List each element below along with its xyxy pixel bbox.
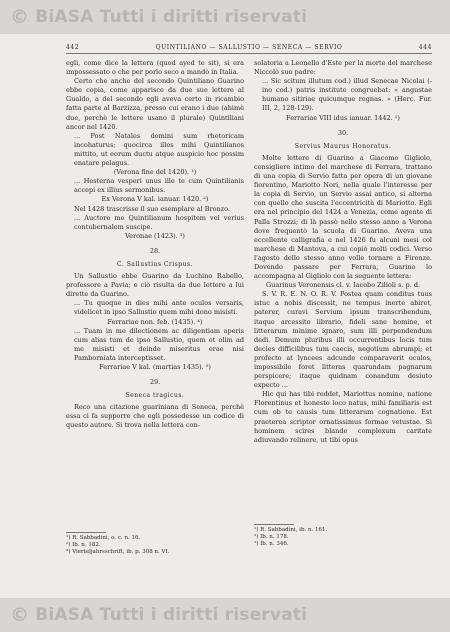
footnote: ²) Ib. n. 182. — [66, 542, 101, 548]
footnote-rule — [66, 532, 106, 533]
paragraph: Ferrariae VIII idus ianuar. 1442. ¹) — [286, 113, 400, 122]
paragraph: Ferrariae non. feb. (1435). ⁴) — [107, 317, 203, 326]
paragraph: solatoria a Leonello d'Este per la morte del marchese Niccolò suo padre: — [254, 59, 432, 77]
paragraph: ... Hesterna vesperi unus ille te cum Quintilianis accepi ex illius sermonibus. — [74, 177, 244, 195]
copyright-icon: © — [10, 604, 30, 626]
paragraph: ... Auctore me Quintilianum hospitem vel verius contubernalem suscipe. — [74, 213, 244, 231]
footnote: ³) Vierteljahrsschrift, ib. p. 308 n. VI. — [66, 549, 170, 555]
footnote: ¹) Ib. n. 346. — [254, 541, 289, 547]
right-footnotes — [254, 524, 432, 548]
paragraph: 29. — [149, 378, 161, 387]
paragraph: ... Post Natales domini sum rhetoricam incohaturus; quocirca illos mihi Quintilianos mittito, ut eorum ductu atque auspicio hoc possim enatare pelagus. — [74, 131, 244, 168]
paragraph: Certo che anche del secondo Quintiliano Guarino ebbe copia, come apparisce da due sue lettere al Gualdo, a del secondo egli aveva certo in ricambio fatta parte al Barzizza, presso cui erano i due (ahimè due, perchè le lettere usano il plurale) Quintiliani ancor nel 1420. — [66, 77, 244, 131]
footnote: ¹) R. Sabbadini, o. c. n. 16. — [66, 535, 141, 541]
paragraph: Ferrariae V kal. (martias 1435). ⁵) — [99, 363, 211, 371]
paragraph: 28. — [149, 246, 161, 255]
paragraph: C. Sallustius Crispus. — [117, 260, 193, 268]
left-footnotes — [66, 532, 244, 556]
paragraph: Seneca tragicus. — [125, 392, 185, 400]
paragraph: ... Tu quoque in dies mihi ante oculos versaris, videlicet in ipso Sallustio quem mihi dono misisti. — [74, 299, 244, 317]
paragraph: egli, come dice la lettera (quod ayed te sit), si era impossessato o che per porlo seco a mandò in Italia. — [66, 59, 244, 77]
paragraph: Servius Maurus Honoratus. — [294, 142, 392, 150]
footnote-rule — [254, 524, 294, 525]
paragraph: ... Sic scitum illutum cod.) illud Senecae Nicolai (-ino cod.) patris institute congruebat: « angustae humano sitiriae quicumque regnas. » (Herc. Fur. III, 2, 128-129). — [262, 77, 432, 113]
footnote: ¹) R. Sabbadini, ib. n. 161. — [254, 527, 328, 533]
paragraph: Ex Verona V kal. ianuar. 1420. ²) — [101, 195, 209, 204]
paragraph: Reco una citazione guariniana di Seneca, perchè essa ci fa supporre che egli possedesse un codice di questo autore. Si trova nella lettera con- — [66, 403, 244, 430]
page-number-right: 444 — [418, 44, 432, 51]
paragraph: Nel 1428 trascrisse il suo esemplare al Bronzo. — [74, 204, 230, 213]
watermark-banner-bottom — [0, 598, 450, 632]
header-rule — [66, 53, 432, 54]
paragraph: Hic qui has tibi reddet, Mariottus nomine, natione Florentinus et honesto loco natus, mihi familiaris est cum ob te causis tum litterarum cognatione. Est praeterea scriptor ornatissimus formae vetustae. Si hominem scires blande complexum caritate adiuvando relinere, ut tibi opus — [254, 390, 432, 444]
paragraph: Molte lettere di Guarino a Giacomo Gigliolo, consigliere intimo del marchese di Ferrara, trattano di una copia di Servio fatta per opera di un giovane fiorentino, Mariotto Nori, nella quale l'interesse per la copia di Servio, un Servio assai antico, si alterna con quello che suscita l'eccentricità di Mariotto. Egli era nel principio del 1424 a Venezia, come agente di Palla Strozzi; di là passò nello stesso anno a Verona dove frequentò la scuola di Guarino. Aveva una eccellente calligrafia e nel 1426 fu alcuni mesi col marchese di Mantova, a cui copiò molti codici. Verso l'agosto dello stesso anno volle tornare a Firenze. Dovendo passare per Ferrara, Guarino lo accompagna al Gigliolo con la seguente lettera: — [254, 153, 432, 281]
watermark-text: BiASA Tutti i diritti riservati — [35, 7, 308, 27]
paragraph: 30. — [337, 128, 349, 137]
paragraph: (Verona fine del 1420). ¹) — [113, 168, 197, 177]
paragraph: Guarinus Veronensis cl. v. Iacobo Zilioli s. p. d. — [265, 281, 421, 290]
watermark-text: BiASA Tutti i diritti riservati — [35, 605, 308, 625]
book-page — [66, 44, 432, 596]
footnote: ²) Ib. n. 178. — [254, 534, 289, 540]
paragraph: S. V. R. E. N. O. R. V. Postea quam conditus tuus istuc a nobis discessit, ne tempus inerte abiret, paterer, curavi Servium ipsum transcribendum, itaque arcessito librario, fideli sane homine, et litterarum minime ignaro, sum illi perpendendum dedi. Demum pluribus illi occurrentibus locis tum decies difficilibus tum caecis, negotium abrumpi; et profecto at lyncees adcunde comparaverit oculos, impossibile foret litteras quarundam pagnarum perspicere; itaque quidnam conandum desiuto expecto ... — [254, 290, 432, 390]
page-number-left: 442 — [66, 44, 80, 51]
left-column — [66, 59, 244, 431]
right-column — [254, 59, 432, 445]
paragraph: Un Sallustio ebbe Guarino da Luchino Rabello, professore a Pavia; e ciò risulta da due lettere a lui dirette da Guarino. — [66, 272, 244, 299]
copyright-icon: © — [10, 6, 30, 28]
watermark-banner-top — [0, 0, 450, 34]
paragraph: ... Tuam in me dilectionem ac diligentiam aperis cum alias tum de ipso Sallustio, quem et olim ad me misisti et deinde miseritus erae nisi Pamborniata interceptisset. — [74, 326, 244, 362]
running-title: QUINTILIANO — SALLUSTIO — SENECA — SERVIO — [155, 44, 343, 51]
paragraph: Veronae (1423). ³) — [125, 231, 185, 240]
